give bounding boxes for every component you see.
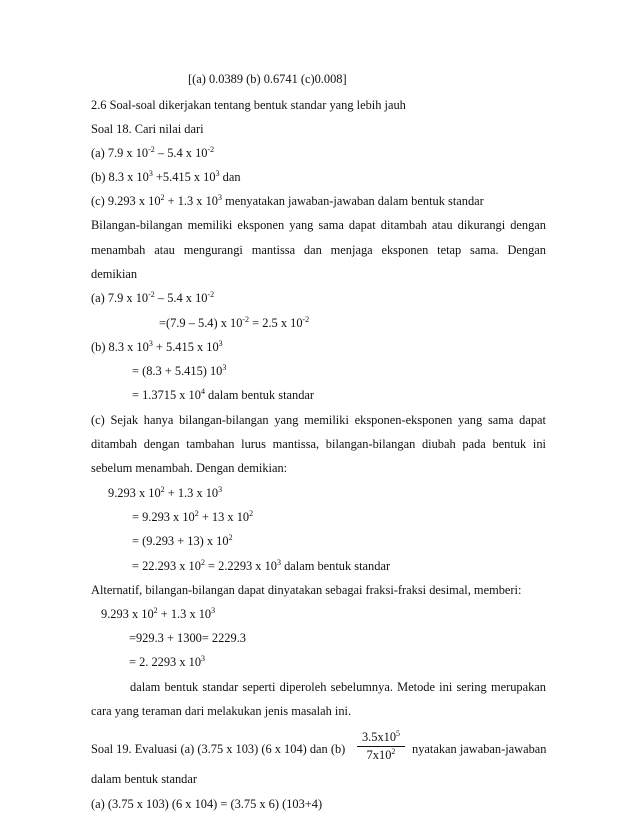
paragraph-line: sebelum menambah. Dengan demikian:	[91, 461, 288, 475]
fraction	[357, 729, 405, 764]
solution-c-line: 9.293 x $10^2 + 1.3$ x $10^3$	[108, 485, 223, 500]
solution-a-line: =(7.9 – 5.4) x $10^{-2} = 2.5$ x $10^{-2}$	[159, 315, 310, 330]
paragraph-line: dalam bentuk standar seperti diperoleh sebelumnya. Metode ini sering merupakan	[130, 680, 546, 694]
solution-c-line: = 9.293 x $10^2 + 13$ x $10^2$	[132, 509, 254, 524]
paragraph-line: ditambah dengan tambahan lurus mantissa, bilangan-bilangan diubah pada bentuk ini	[91, 437, 546, 451]
solution-c-line: = (9.293 + 13) x $10^2$	[132, 533, 233, 548]
paragraph-line: Alternatif, bilangan-bilangan dapat dinyatakan sebagai fraksi-fraksi desimal, memberi:	[91, 583, 522, 597]
problem-18-part-a: (a) 7.9 x $10^{-2} - 5.4$ x $10^{-2}$	[91, 145, 215, 160]
paragraph-line: dalam bentuk standar	[91, 772, 197, 786]
paragraph-line: menambah atau mengurangi mantissa dan menjaga eksponen tetap sama. Dengan	[91, 243, 546, 257]
paragraph-line: demikian	[91, 267, 138, 281]
section-heading: 2.6 Soal-soal dikerjakan tentang bentuk standar yang lebih jauh	[91, 98, 406, 112]
paragraph-line: Bilangan-bilangan memiliki eksponen yang sama dapat ditambah atau dikurangi dengan	[91, 218, 546, 232]
problem-18-part-b: (b) 8.3 x $10^3 +5.415$ x $10^3$ dan	[91, 169, 241, 184]
previous-answers: [(a) 0.0389 (b) 0.6741 (c)0.008]	[188, 72, 347, 86]
problem-19-text-end: nyatakan jawaban-jawaban	[412, 742, 547, 756]
problem-18-heading: Soal 18. Cari nilai dari	[91, 122, 204, 136]
solution-c-line: = 22.293 x $10^2 = 2.2293$ x $10^3$ dalam bentuk standar	[132, 558, 391, 573]
problem-18-part-c: (c) 9.293 x $10^2 + 1.3$ x $10^3$ menyatakan jawaban-jawaban dalam bentuk standar	[91, 193, 484, 208]
fraction-denominator: $7x10^2$	[366, 747, 396, 762]
paragraph-line: (c) Sejak hanya bilangan-bilangan yang memiliki eksponen-eksponen yang sama dapat	[91, 413, 546, 427]
solution-19-line: (a) (3.75 x 103) (6 x 104) = (3.75 x 6) (103+4)	[91, 797, 323, 811]
paragraph-line: cara yang teraman dari melakukan jenis masalah ini.	[91, 704, 352, 718]
solution-b-line: = 1.3715 x $10^4$ dalam bentuk standar	[132, 387, 315, 402]
problem-19-text: Soal 19. Evaluasi (a) (3.75 x 103) (6 x 104) dan (b)	[91, 742, 346, 756]
fraction-numerator: $3.5x10^5$	[357, 729, 405, 747]
alternative-line: 9.293 x $10^2 + 1.3$ x $10^3$	[101, 606, 216, 621]
alternative-line: =929.3 + 1300= 2229.3	[129, 631, 246, 645]
solution-a-line: (a) 7.9 x $10^{-2} - 5.4$ x $10^{-2}$	[91, 290, 215, 305]
solution-b-line: (b) 8.3 x $10^3 + 5.415$ x $10^3$	[91, 339, 223, 354]
solution-b-line: = (8.3 + 5.415) $10^3$	[132, 363, 227, 378]
alternative-line: = 2. 2293 x $10^3$	[129, 654, 206, 669]
